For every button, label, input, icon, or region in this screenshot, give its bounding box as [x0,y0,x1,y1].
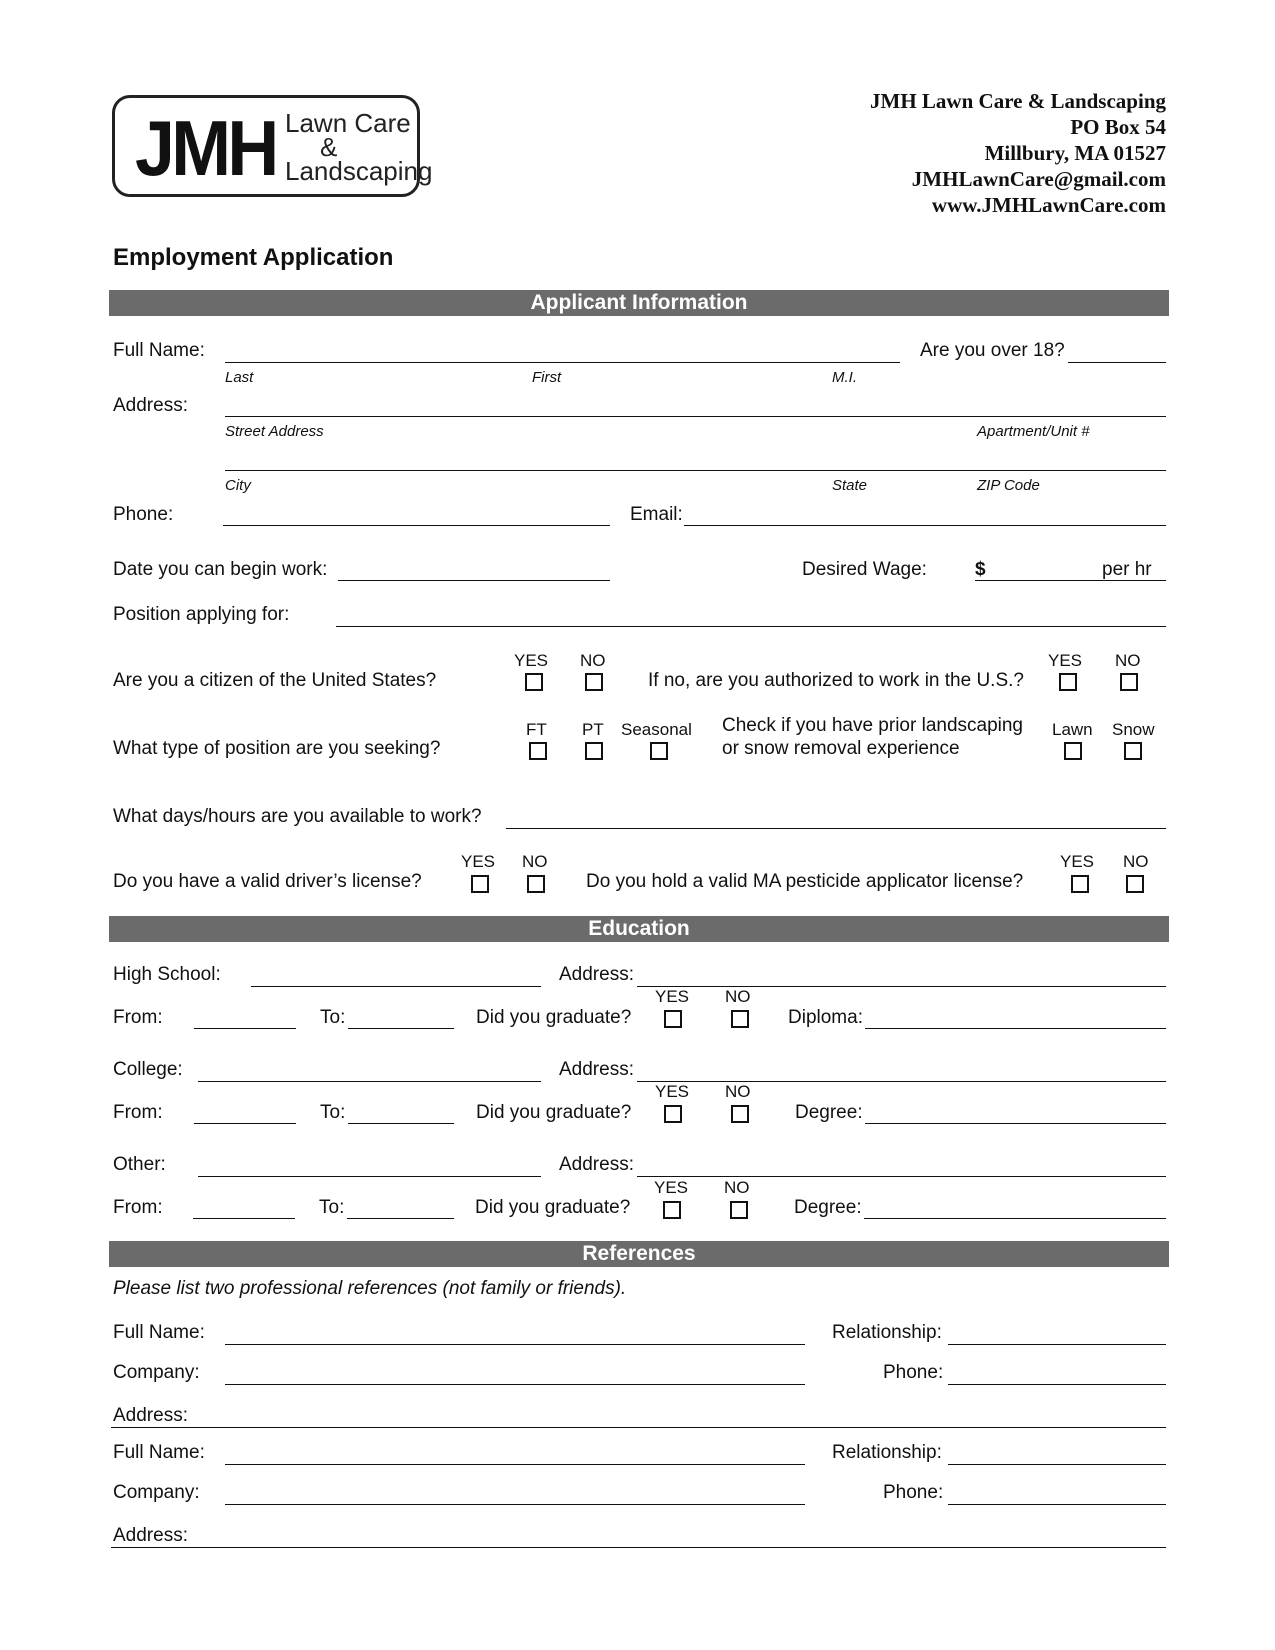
over-18-field[interactable] [1068,362,1166,363]
form-title: Employment Application [113,244,394,271]
other-to-field[interactable] [347,1218,454,1219]
mi-caption: M.I. [832,369,857,386]
pt-label: PT [582,720,604,739]
hs-to-field[interactable] [348,1028,454,1029]
position-type-question: What type of position are you seeking? [113,738,441,759]
zip-caption: ZIP Code [977,477,1040,494]
full-name-label: Full Name: [113,340,205,361]
email-label: Email: [630,504,683,525]
other-label: Other: [113,1154,166,1175]
authorized-yes-checkbox[interactable] [1059,673,1077,691]
pesticide-license-question: Do you hold a valid MA pesticide applicator license? [586,871,1024,892]
citizen-yes-label: YES [514,651,549,670]
ref2-company-label: Company: [113,1482,200,1503]
other-graduate-question: Did you graduate? [475,1197,631,1218]
ref2-company-field[interactable] [225,1504,805,1505]
citizen-no-label: NO [580,651,606,670]
ref1-address-label: Address: [113,1405,188,1426]
apartment-caption: Apartment/Unit # [977,423,1090,440]
other-from-field[interactable] [193,1218,295,1219]
college-from-field[interactable] [194,1123,296,1124]
logo-line-2: & [320,132,338,162]
ref2-full-name-label: Full Name: [113,1442,205,1463]
ref1-relationship-field[interactable] [948,1344,1166,1345]
lawn-label: Lawn [1052,720,1093,739]
logo-line-1: Lawn Care [285,108,411,138]
experience-question-line-1: Check if you have prior landscaping [722,715,1024,736]
ref2-relationship-label: Relationship: [832,1442,942,1463]
hs-yes-checkbox[interactable] [664,1010,682,1028]
other-degree-label: Degree: [794,1197,862,1218]
desired-wage-label: Desired Wage: [802,559,927,580]
authorized-no-checkbox[interactable] [1120,673,1138,691]
ft-checkbox[interactable] [529,742,547,760]
city-caption: City [225,477,251,494]
ref1-relationship-label: Relationship: [832,1322,942,1343]
seasonal-checkbox[interactable] [650,742,668,760]
start-date-field[interactable] [338,580,610,581]
ref2-full-name-field[interactable] [225,1464,805,1465]
first-caption: First [532,369,562,386]
other-from-label: From: [113,1197,163,1218]
company-po-box: PO Box 54 [1070,115,1166,139]
logo-mark: JMH [135,104,276,192]
hs-yes-label: YES [655,987,690,1006]
pesticide-no-checkbox[interactable] [1126,875,1144,893]
start-date-label: Date you can begin work: [113,559,328,580]
email-field[interactable] [684,525,1166,526]
hs-from-label: From: [113,1007,163,1028]
authorized-question: If no, are you authorized to work in the U.S.? [648,670,1024,691]
other-address-field[interactable] [637,1176,1166,1177]
college-from-label: From: [113,1102,163,1123]
snow-label: Snow [1112,720,1155,739]
state-caption: State [832,477,868,494]
company-logo [112,95,433,197]
high-school-label: High School: [113,964,221,985]
wage-currency: $ [975,559,986,580]
street-caption: Street Address [225,423,324,440]
hs-no-label: NO [725,987,751,1006]
wage-unit: per hr [1102,559,1152,580]
college-address-label: Address: [559,1059,634,1080]
ft-label: FT [526,720,547,739]
section-applicant-info: Applicant Information [109,290,1169,316]
ref2-address-field[interactable] [111,1547,1166,1548]
last-caption: Last [225,369,254,386]
availability-field[interactable] [506,828,1166,829]
company-email: JMHLawnCare@gmail.com [911,167,1166,191]
street-address-field[interactable] [225,416,1166,417]
ref2-phone-field[interactable] [948,1504,1166,1505]
ref1-company-field[interactable] [225,1384,805,1385]
citizen-question: Are you a citizen of the United States? [113,670,437,691]
full-name-field[interactable] [225,362,900,363]
high-school-address-label: Address: [559,964,634,985]
other-yes-checkbox[interactable] [663,1201,681,1219]
license-yes-label: YES [461,852,496,871]
college-degree-field[interactable] [865,1123,1166,1124]
citizen-yes-checkbox[interactable] [525,673,543,691]
ref1-company-label: Company: [113,1362,200,1383]
other-no-label: NO [724,1178,750,1197]
license-no-checkbox[interactable] [527,875,545,893]
college-yes-checkbox[interactable] [664,1105,682,1123]
hs-graduate-question: Did you graduate? [476,1007,632,1028]
college-address-field[interactable] [637,1081,1166,1082]
snow-checkbox[interactable] [1124,742,1142,760]
ref1-phone-label: Phone: [883,1362,944,1383]
other-to-label: To: [319,1197,345,1218]
other-yes-label: YES [654,1178,689,1197]
hs-from-field[interactable] [194,1028,296,1029]
availability-question: What days/hours are you available to work? [113,806,482,827]
over-18-label: Are you over 18? [920,340,1065,361]
phone-field[interactable] [223,525,610,526]
lawn-checkbox[interactable] [1064,742,1082,760]
hs-to-label: To: [320,1007,346,1028]
position-label: Position applying for: [113,604,290,625]
high-school-address-field[interactable] [637,986,1166,987]
college-yes-label: YES [655,1082,690,1101]
references-instructions: Please list two professional references (not family or friends). [113,1278,627,1299]
ref1-address-field[interactable] [111,1427,1166,1428]
phone-label: Phone: [113,504,174,525]
hs-no-checkbox[interactable] [731,1010,749,1028]
ref1-full-name-field[interactable] [225,1344,805,1345]
logo-line-3: Landscaping [285,156,433,186]
position-field[interactable] [336,626,1166,627]
college-field[interactable] [198,1081,541,1082]
experience-question-line-2: or snow removal experience [722,738,960,759]
college-graduate-question: Did you graduate? [476,1102,632,1123]
pesticide-yes-label: YES [1060,852,1095,871]
college-no-label: NO [725,1082,751,1101]
other-address-label: Address: [559,1154,634,1175]
section-references: References [109,1241,1169,1267]
section-education: Education [109,916,1169,942]
college-no-checkbox[interactable] [731,1105,749,1123]
ref2-address-label: Address: [113,1525,188,1546]
other-degree-field[interactable] [864,1218,1166,1219]
college-degree-label: Degree: [795,1102,863,1123]
pesticide-no-label: NO [1123,852,1149,871]
college-to-field[interactable] [348,1123,454,1124]
ref2-relationship-field[interactable] [948,1464,1166,1465]
company-city: Millbury, MA 01527 [984,141,1166,165]
ref1-full-name-label: Full Name: [113,1322,205,1343]
other-school-field[interactable] [198,1176,541,1177]
company-name: JMH Lawn Care & Landscaping [870,89,1166,113]
pesticide-yes-checkbox[interactable] [1071,875,1089,893]
college-to-label: To: [320,1102,346,1123]
authorized-yes-label: YES [1048,651,1083,670]
other-no-checkbox[interactable] [730,1201,748,1219]
city-state-zip-field[interactable] [225,470,1166,471]
diploma-label: Diploma: [788,1007,863,1028]
seasonal-label: Seasonal [621,720,692,739]
desired-wage-field[interactable] [975,580,1166,581]
company-website: www.JMHLawnCare.com [931,193,1166,217]
authorized-no-label: NO [1115,651,1141,670]
license-yes-checkbox[interactable] [471,875,489,893]
high-school-field[interactable] [251,986,541,987]
citizen-no-checkbox[interactable] [585,673,603,691]
diploma-field[interactable] [865,1028,1166,1029]
ref2-phone-label: Phone: [883,1482,944,1503]
address-label: Address: [113,395,188,416]
license-no-label: NO [522,852,548,871]
ref1-phone-field[interactable] [948,1384,1166,1385]
drivers-license-question: Do you have a valid driver’s license? [113,871,422,892]
college-label: College: [113,1059,183,1080]
pt-checkbox[interactable] [585,742,603,760]
